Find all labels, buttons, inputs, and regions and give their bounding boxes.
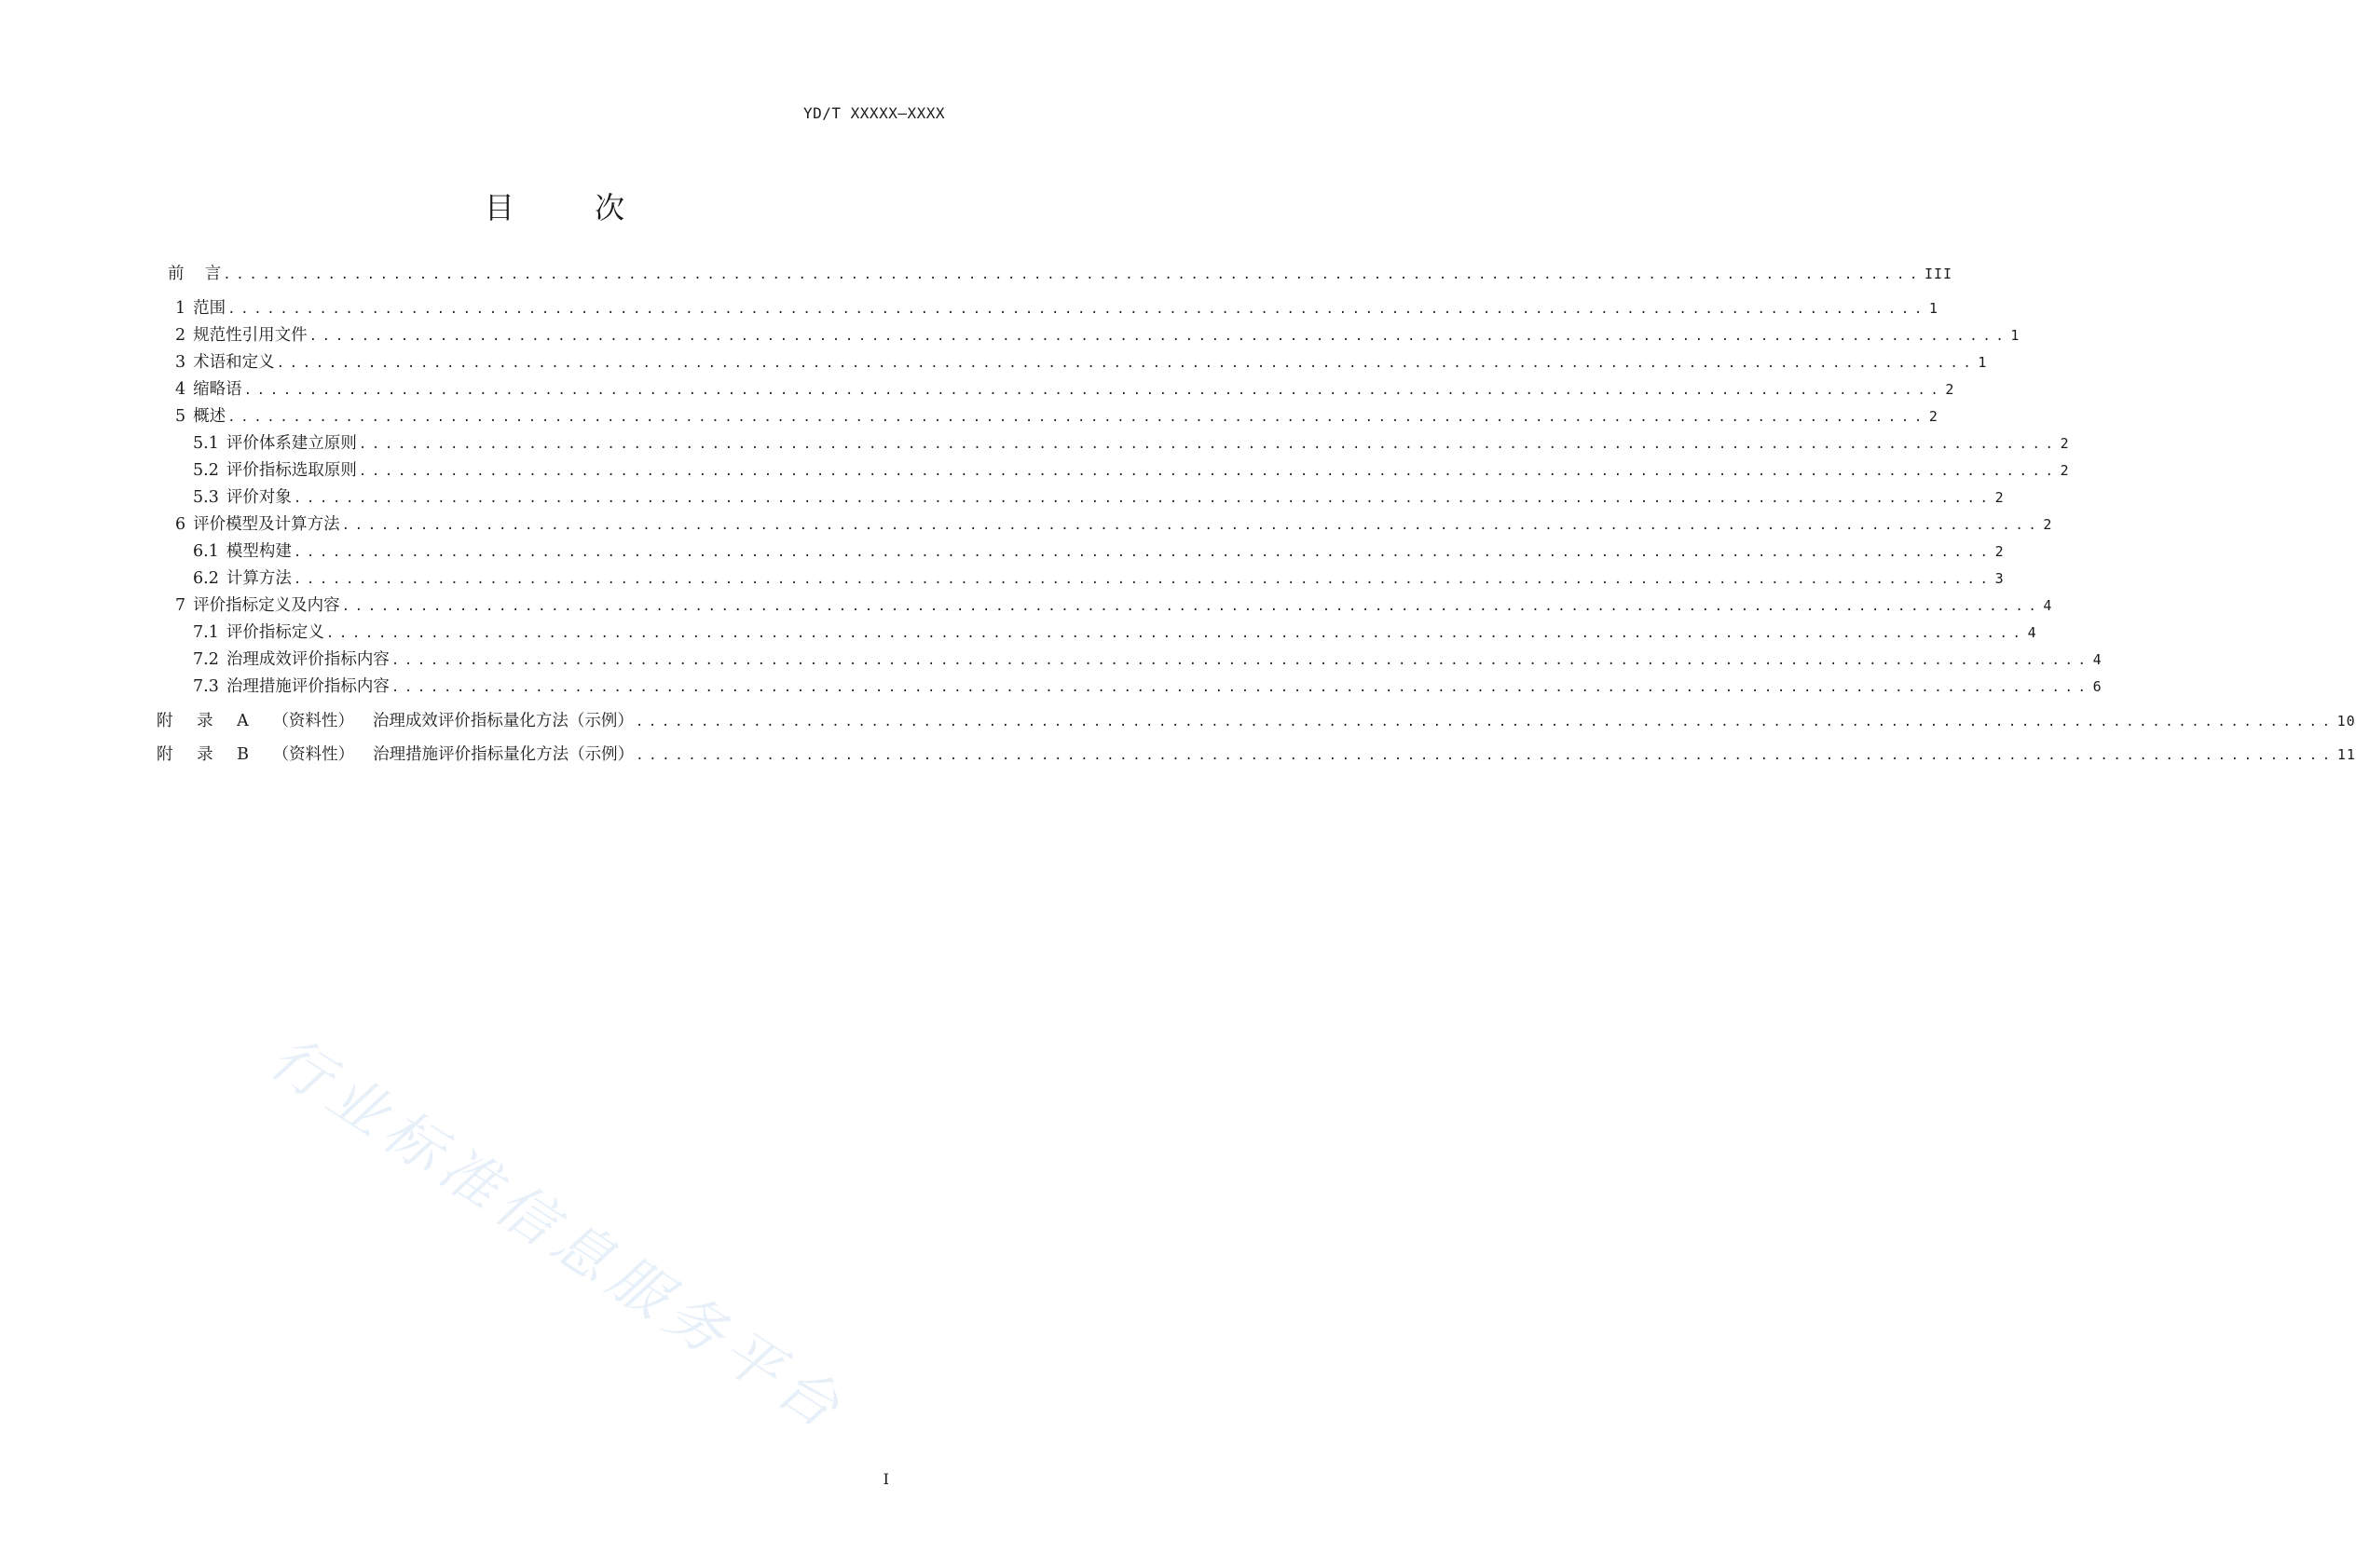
- toc-leader-dots: ..................................................................................................................................: [390, 653, 2091, 668]
- toc-page-number: 2: [2060, 462, 2070, 479]
- toc-row-foreword[interactable]: [168, 262, 1953, 286]
- toc-page-number: 2: [1994, 489, 2005, 506]
- toc-appendix-word-2: 录: [197, 712, 213, 730]
- toc-row[interactable]: [193, 458, 2070, 483]
- toc-entry-label: 评价模型及计算方法: [193, 515, 340, 534]
- toc-leader-dots: ..................................................................................................................................: [227, 302, 1927, 317]
- toc-leader-dots: ..................................................................................................................................: [223, 267, 1923, 282]
- footer-page-number: I: [883, 1470, 889, 1488]
- toc-appendix-label: 治理成效评价指标量化方法（示例）: [372, 712, 634, 730]
- toc-row[interactable]: [175, 350, 1988, 375]
- toc-page-number: 2: [2060, 435, 2070, 452]
- toc-entry-label: 评价指标定义及内容: [193, 596, 340, 615]
- toc-row[interactable]: [193, 620, 2037, 645]
- toc-entry-label: 概述: [193, 407, 226, 426]
- toc-appendix-prefix: [157, 709, 373, 733]
- toc-leader-dots: ..................................................................................................................................: [308, 329, 2009, 344]
- toc-page-number: 10: [2336, 713, 2356, 729]
- toc-entry-label: 评价对象: [226, 488, 292, 507]
- toc-page-number: 4: [2043, 597, 2053, 614]
- toc-row[interactable]: [193, 648, 2103, 672]
- toc-leader-dots: ..................................................................................................................................: [325, 626, 2026, 641]
- toc-page-number: 3: [1994, 570, 2005, 587]
- toc-appendix-word-2: 录: [197, 745, 213, 764]
- toc-leader-dots: ..................................................................................................................................: [358, 464, 2059, 479]
- toc-entry-number: 2: [175, 326, 186, 345]
- toc-entry-number: 6: [175, 515, 186, 534]
- toc-row[interactable]: [193, 431, 2070, 456]
- toc-leader-dots: ..................................................................................................................................: [293, 491, 1993, 506]
- toc-page-number: 2: [1945, 381, 1955, 398]
- page-title-char-2: 次: [595, 190, 625, 225]
- toc-page-number: 2: [1928, 408, 1938, 425]
- watermark: 行业标准信息服务平台: [258, 1023, 859, 1446]
- toc-entry-number: 6.2: [193, 569, 219, 588]
- page-title-char-1: 目: [484, 190, 514, 225]
- toc-leader-dots: ..................................................................................................................................: [341, 599, 2042, 614]
- toc-row[interactable]: [193, 485, 2005, 510]
- toc-appendix-letter: B: [237, 745, 250, 764]
- toc-leader-dots: ..................................................................................................................................: [293, 572, 1993, 587]
- toc-entry-label: 计算方法: [226, 569, 292, 588]
- toc-leader-dots: ..................................................................................................................................: [341, 518, 2042, 533]
- toc-entry-number: 7.1: [193, 623, 219, 642]
- toc-entry-label: 术语和定义: [193, 353, 275, 372]
- toc-leader-dots: ..................................................................................................................................: [243, 383, 1944, 398]
- toc-entry-number: 7: [175, 596, 186, 615]
- toc-row[interactable]: [193, 539, 2005, 564]
- toc-leader-dots: ..................................................................................................................................: [636, 748, 2335, 763]
- toc-row[interactable]: [175, 377, 1955, 402]
- toc-page-number: 1: [1978, 354, 1988, 371]
- toc-leader-dots: ..................................................................................................................................: [358, 437, 2059, 452]
- toc-page-number: 1: [1928, 300, 1938, 317]
- header-doc-code: YD/T XXXXX—XXXX: [803, 104, 945, 122]
- toc-page-number: 11: [2336, 746, 2356, 763]
- toc-entry-label: 缩略语: [193, 380, 242, 399]
- toc-page-number: 4: [2092, 651, 2103, 668]
- toc-entry-label: 评价指标选取原则: [226, 461, 357, 480]
- toc-entry-number: 7.3: [193, 677, 219, 696]
- toc-entry-number: 3: [175, 353, 186, 372]
- toc-appendix-label: 治理措施评价指标量化方法（示例）: [373, 745, 635, 764]
- toc-page-number: 6: [2092, 678, 2103, 695]
- toc-leader-dots: ..................................................................................................................................: [276, 356, 1977, 371]
- toc-leader-dots: ..................................................................................................................................: [390, 680, 2091, 695]
- toc-foreword-label: 前 言: [168, 265, 222, 283]
- toc-leader-dots: ..................................................................................................................................: [293, 545, 1993, 560]
- toc-entry-label: 范围: [193, 299, 226, 318]
- toc-entry-number: 5.3: [193, 488, 219, 507]
- toc-row[interactable]: [175, 593, 2053, 618]
- toc-entry-label: 评价指标定义: [226, 623, 324, 642]
- toc-entry-number: 7.2: [193, 650, 219, 669]
- toc-appendix-nature: （资料性）: [272, 745, 355, 764]
- toc-row[interactable]: [175, 512, 2053, 537]
- toc-entry-number: 6.1: [193, 542, 219, 561]
- toc-appendix-letter: A: [237, 712, 249, 730]
- toc-entry-label: 模型构建: [226, 542, 292, 561]
- toc-page-number: 2: [1994, 543, 2005, 560]
- toc-entry-label: 评价体系建立原则: [226, 434, 357, 453]
- toc-appendix-nature: （资料性）: [272, 712, 354, 730]
- toc-entry-number: 5: [175, 407, 186, 426]
- toc-appendix-word-1: 附: [157, 712, 173, 730]
- toc-page-number: 4: [2027, 624, 2037, 641]
- toc-appendix-prefix: [157, 743, 373, 767]
- toc-page-number: 1: [2010, 327, 2020, 344]
- toc-row[interactable]: [175, 323, 2020, 348]
- toc-row-appendix-b[interactable]: [157, 743, 2356, 767]
- toc-entry-number: 1: [175, 299, 186, 318]
- toc-page-number: III: [1925, 266, 1953, 282]
- toc-appendix-word-1: 附: [157, 745, 173, 764]
- toc-page-number: 2: [2043, 516, 2053, 533]
- toc-leader-dots: ..................................................................................................................................: [227, 410, 1927, 425]
- toc-entry-label: 治理措施评价指标内容: [226, 677, 390, 696]
- toc-row-appendix-a[interactable]: [157, 709, 2356, 733]
- toc-entry-number: 5.1: [193, 434, 219, 453]
- toc-row[interactable]: [193, 675, 2103, 699]
- toc-row[interactable]: [175, 296, 1938, 320]
- toc-entry-number: 5.2: [193, 461, 219, 480]
- toc-entry-number: 4: [175, 380, 186, 399]
- toc-row[interactable]: [193, 566, 2005, 591]
- toc-row[interactable]: [175, 404, 1938, 429]
- toc-entry-label: 规范性引用文件: [193, 326, 308, 345]
- toc-leader-dots: ..................................................................................................................................: [635, 715, 2335, 729]
- toc-entry-label: 治理成效评价指标内容: [226, 650, 390, 669]
